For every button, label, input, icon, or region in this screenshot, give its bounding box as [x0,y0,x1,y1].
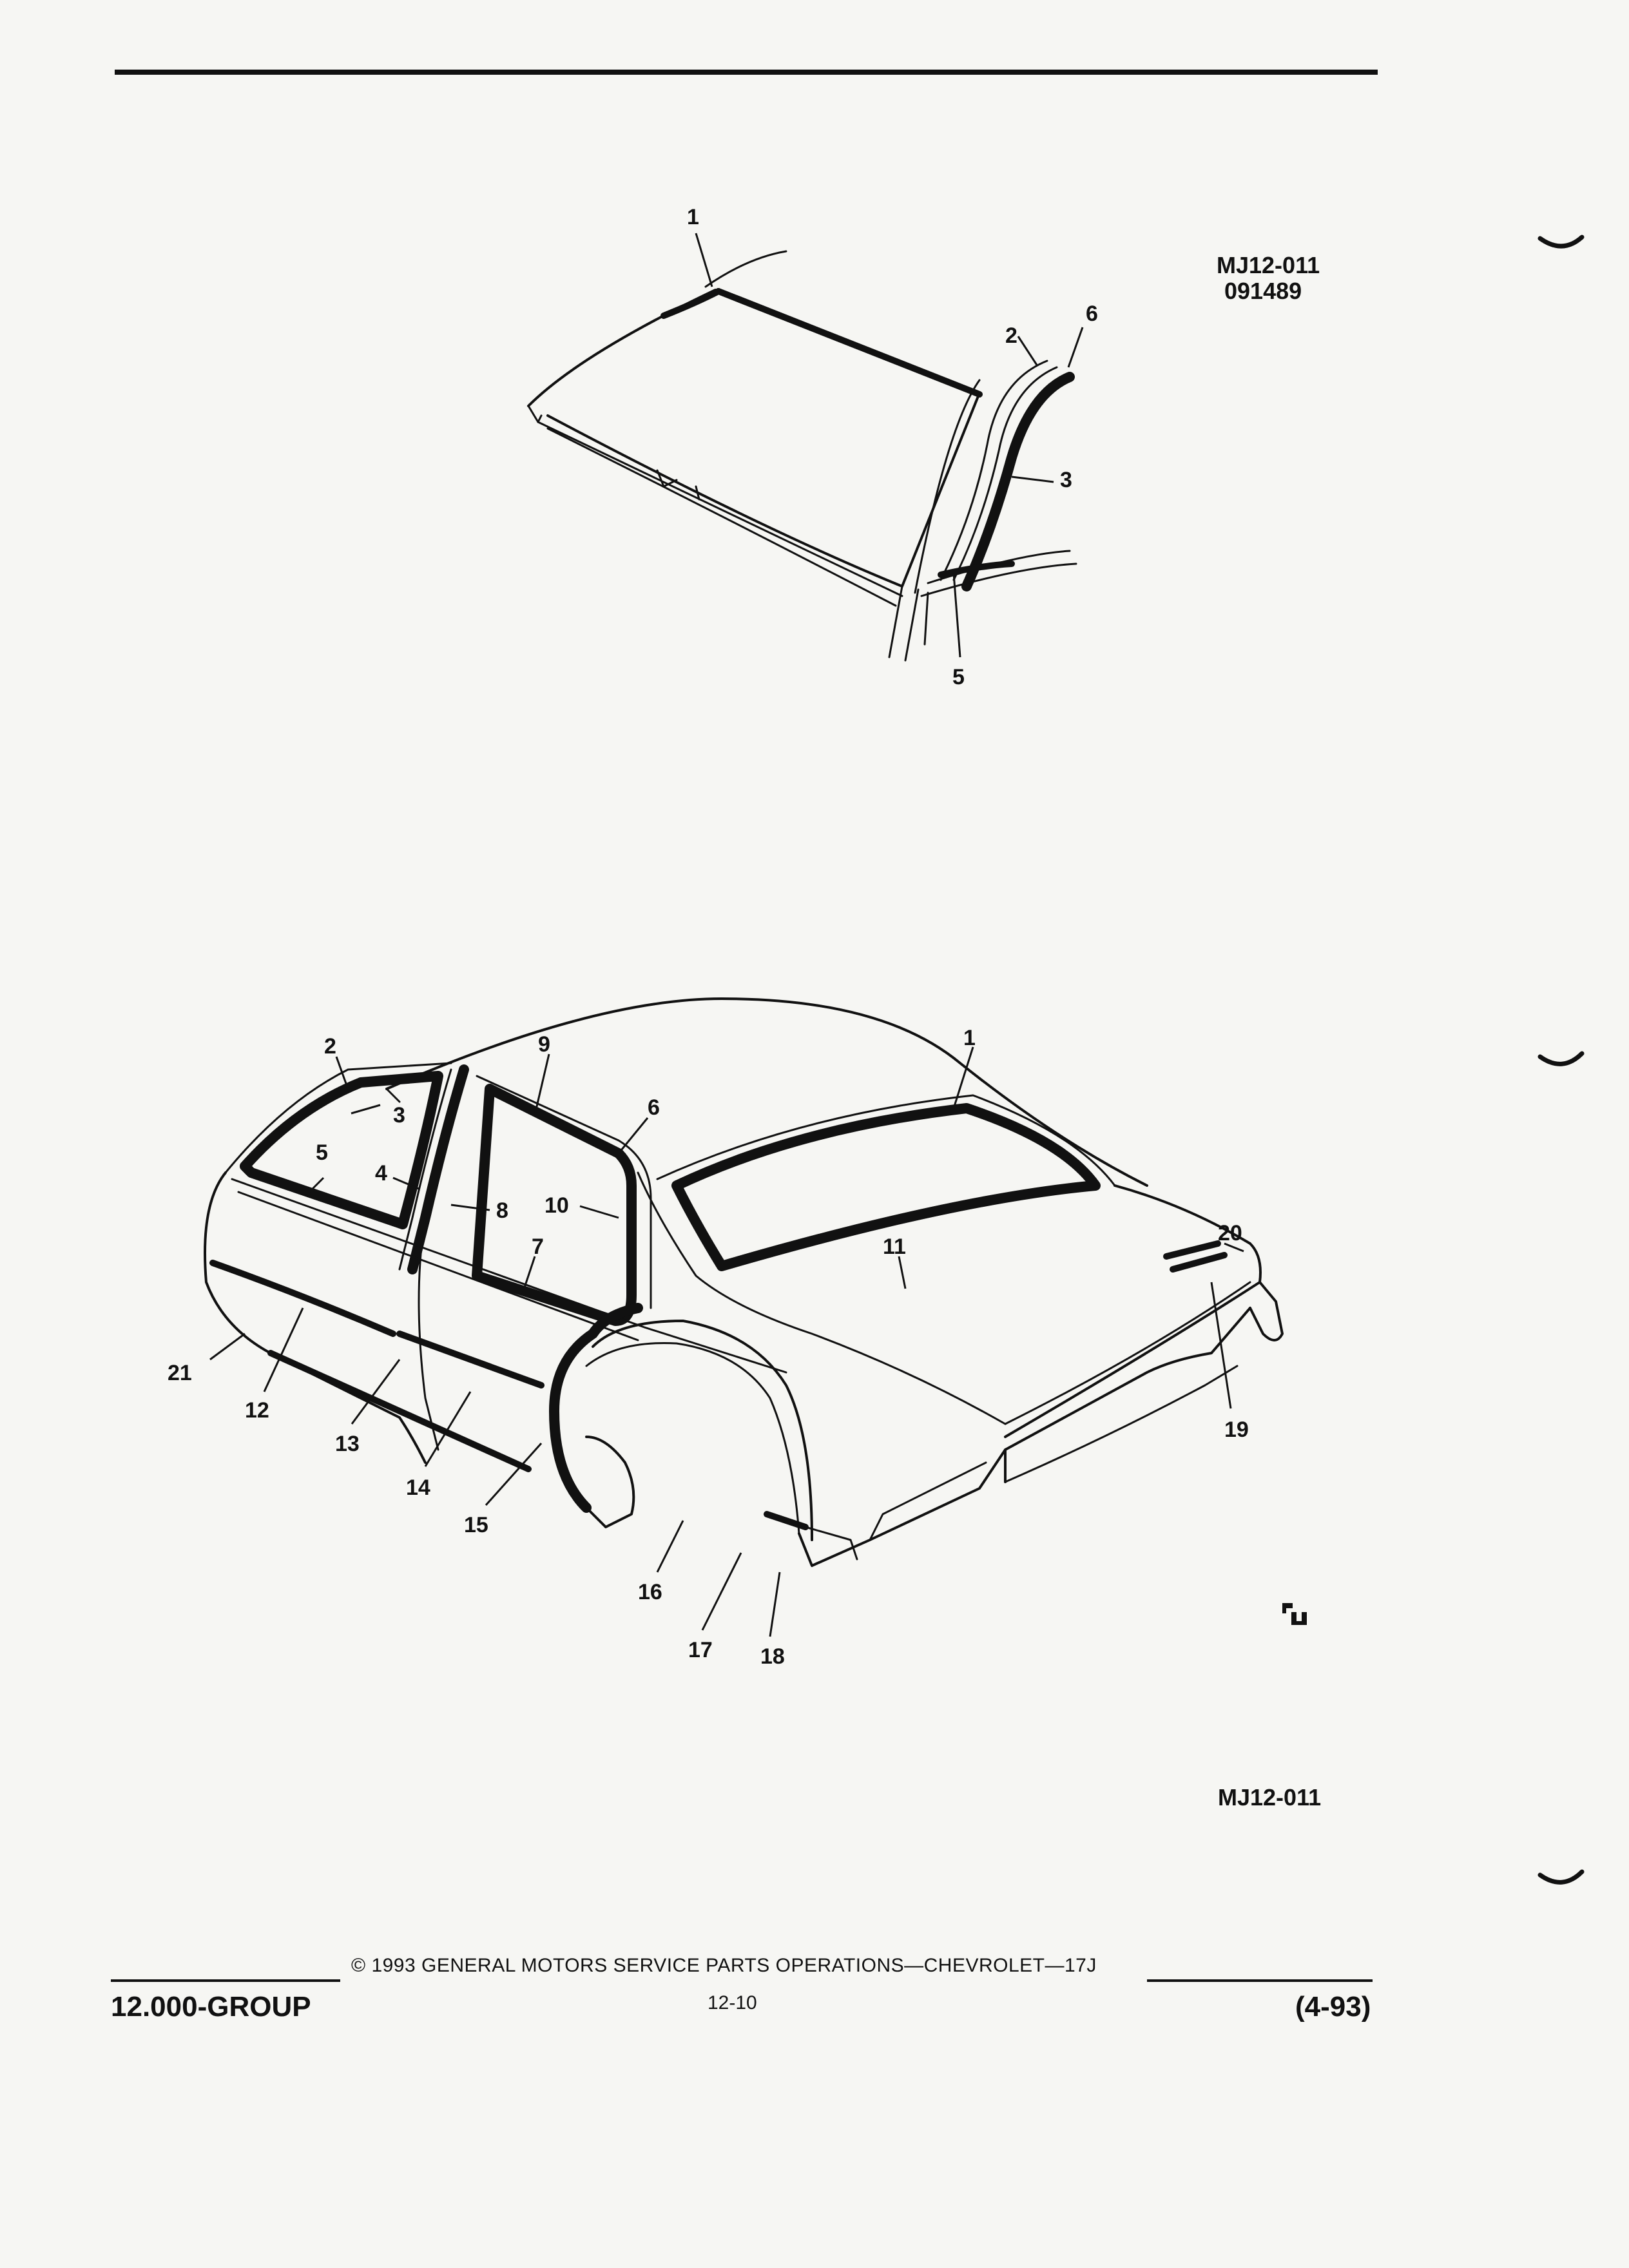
b-pillar-outer [400,1070,451,1269]
footer-rule-left [111,1979,340,1982]
deck-emblem-19 [1173,1255,1224,1269]
wheel-opening-inner [586,1343,799,1533]
callout-b17: 17 [688,1638,713,1662]
leader-b6 [619,1118,648,1153]
quarter-panel-18 [805,1527,857,1559]
revision-date: (4-93) [1295,1991,1371,2023]
top-rule [115,70,1378,75]
leader-b1 [954,1047,973,1108]
rear-bumper-end [1250,1282,1282,1340]
figure-ref-bottom: MJ12-011 [1218,1784,1322,1811]
cowl-line [538,422,902,596]
front-door-bodyside-molding-12 [213,1263,393,1334]
pillar-lower-1 [889,586,902,657]
callout-b10: 10 [545,1193,569,1218]
beltline [232,1179,786,1372]
rear-valance [870,1463,986,1540]
leader-b2 [336,1057,348,1089]
callout-b9: 9 [538,1032,550,1057]
windshield-reveal-molding-top [718,291,979,394]
leader-b12 [264,1308,303,1392]
binder-hole-icon [1540,237,1582,246]
leader-b21 [210,1334,245,1360]
binder-hole-icon [1540,1872,1582,1882]
deck-emblem-20 [1166,1244,1218,1256]
copyright-line: © 1993 GENERAL MOTORS SERVICE PARTS OPERATIONS—CHEVROLET—17J [351,1955,1097,1976]
callout-b13: 13 [335,1432,360,1456]
rocker-molding-21 [271,1353,528,1469]
pillar-lower-3 [925,593,928,644]
left-pillar-edge [528,406,541,422]
a-pillar-outer [915,380,979,593]
callout-b4: 4 [375,1161,387,1186]
deck-lid-edge [1005,1282,1250,1424]
car-body-diagram [142,973,1340,1714]
leader-1 [696,233,712,287]
callout-b2: 2 [324,1034,336,1059]
callout-6: 6 [1086,302,1098,326]
leader-b18 [770,1572,780,1637]
callout-b6: 6 [648,1095,660,1120]
callout-b21: 21 [168,1361,192,1385]
leader-3 [1012,477,1054,482]
roof-seam-left [387,1089,400,1102]
leader-b3 [351,1105,380,1113]
pillar-lower-2 [905,590,918,660]
rear-quarter-lower [799,1450,1005,1566]
callout-b18: 18 [760,1644,785,1669]
binder-hole-marks [1534,213,1585,1952]
callout-b3: 3 [393,1103,405,1128]
wheel-opening-molding-15 [554,1308,638,1508]
a-pillar-molding-6 [967,377,1070,586]
callout-5: 5 [952,665,965,689]
group-label: 12.000-GROUP [111,1991,311,2023]
wheel-well-liner [586,1437,633,1527]
chevrolet-mark-icon [1280,1599,1312,1629]
leader-b16 [657,1521,683,1572]
callout-3: 3 [1060,468,1072,492]
windshield-glass [528,290,979,586]
wheel-opening-outer [593,1321,812,1540]
quarter-molding-17 [767,1514,805,1527]
callout-b12: 12 [245,1398,269,1423]
leader-6 [1068,327,1083,367]
windshield-reveal-molding-top-left [664,291,718,316]
callout-b11: 11 [883,1235,906,1259]
callout-b1: 1 [963,1026,976,1050]
callout-2: 2 [1005,323,1017,348]
rear-lower-body [1005,1308,1250,1482]
front-door-window-molding [245,1076,438,1224]
footer-rule-right [1147,1979,1373,1982]
callout-b16: 16 [638,1580,662,1604]
windshield-diagram [503,193,1147,696]
leader-b11 [899,1256,905,1289]
callout-b7: 7 [532,1235,544,1259]
callout-b20: 20 [1218,1221,1242,1245]
callout-1: 1 [687,205,699,229]
cowl-line-2 [548,428,896,606]
callout-b15: 15 [464,1513,488,1537]
callout-b14: 14 [406,1475,430,1500]
page-number: 12-10 [708,1992,757,2013]
fender-line-2 [921,564,1076,596]
leader-b10 [580,1206,619,1218]
binder-hole-icon [1540,1053,1582,1064]
leader-2 [1018,336,1037,366]
figure-ref-top: MJ12-011 [1217,252,1320,278]
roof-edge [706,251,786,287]
rear-bumper-line [1005,1366,1237,1482]
leader-b17 [702,1553,741,1630]
callout-b19: 19 [1224,1418,1249,1442]
callout-b5: 5 [316,1140,328,1165]
figure-ref-code: 091489 [1224,278,1302,304]
callout-b8: 8 [496,1198,508,1223]
rear-door-frame-outer [477,1076,651,1308]
